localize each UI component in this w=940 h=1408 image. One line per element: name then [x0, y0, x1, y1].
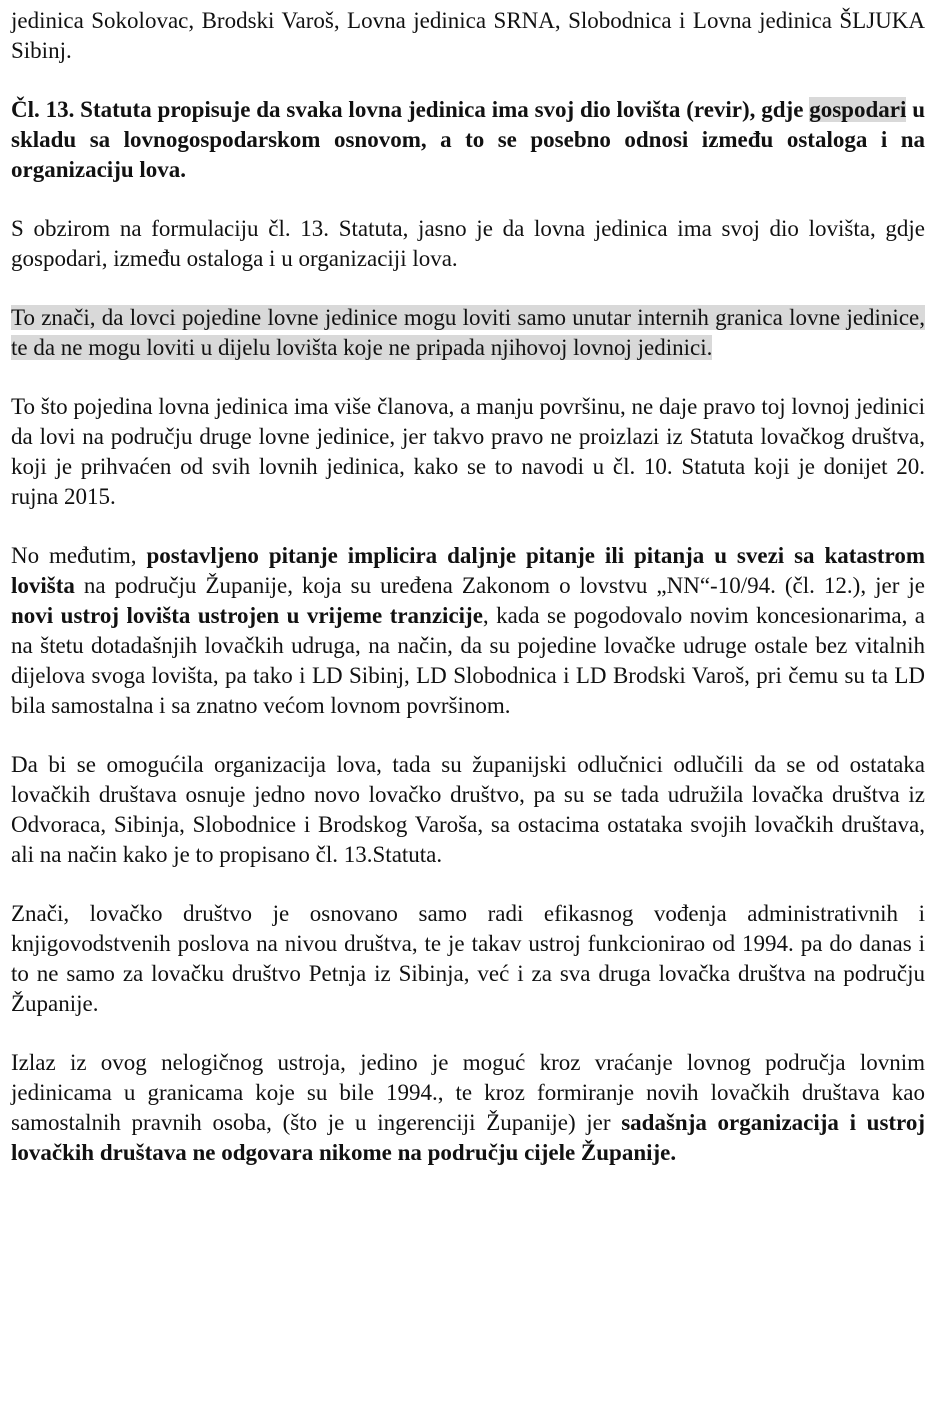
bold-text-segment: Čl. 13. Statuta propisuje da svaka lovna jedinica ima svoj dio lovišta (revir), gdje	[11, 97, 810, 122]
paragraph-0	[11, 6, 925, 66]
text-segment: na području Županije, koja su uređena Zakonom o lovstvu „NN“-10/94. (čl. 12.), jer je	[74, 573, 925, 598]
paragraph-8	[11, 1048, 925, 1168]
paragraph-1	[11, 95, 925, 185]
text-segment: No međutim,	[11, 543, 147, 568]
paragraph-5	[11, 541, 925, 721]
text-segment: jedinica Sokolovac, Brodski Varoš, Lovna jedinica SRNA, Slobodnica i Lovna jedinica ŠLJUKA Sibinj.	[11, 8, 925, 63]
text-segment: To što pojedina lovna jedinica ima više članova, a manju površinu, ne daje pravo toj lovnoj jedinici da lovi na području druge lovne jedinice, jer takvo pravo ne proizlazi iz Statuta lovačkog društva, koji je prihvaćen od svih lovnih jedinica, kako se to navodi u čl. 10. Statuta koji je donijet 20. rujna 2015.	[11, 394, 925, 509]
text-segment: S obzirom na formulaciju čl. 13. Statuta, jasno je da lovna jedinica ima svoj dio lovišta, gdje gospodari, između ostaloga i u organizaciji lova.	[11, 216, 925, 271]
highlighted-text-segment: gospodari	[809, 97, 907, 122]
text-segment: Znači, lovačko društvo je osnovano samo radi efikasnog vođenja administrativnih i knjigovodstvenih poslova na nivou društva, te je takav ustroj funkcionirao od 1994. pa do danas i to ne samo za lovačku društvo Petnja iz Sibinja, već i za sva druga lovačka društva na području Županije.	[11, 901, 925, 1016]
text-segment: , kada se pogodovalo novim koncesionarima, a na štetu dotadašnjih lovačkih udruga, na način, da su pojedine lovačke udruge ostale bez vitalnih dijelova svoga lovišta, pa tako i LD Sibinj, LD Slobodnica i LD Brodski Varoš, pri čemu su ta LD bila samostalna i sa znatno većom lovnom površinom.	[11, 603, 925, 718]
paragraph-4	[11, 392, 925, 512]
bold-text-segment: novi ustroj lovišta ustrojen u vrijeme tranzicije	[11, 603, 483, 628]
paragraph-3	[11, 303, 925, 363]
highlighted-text-segment: To znači, da lovci pojedine lovne jedinice mogu loviti samo unutar internih granica lovne jedinice, te da ne mogu loviti u dijelu lovišta koje ne pripada njihovoj lovnoj jedinici.	[11, 305, 925, 360]
paragraph-2	[11, 214, 925, 274]
document-page	[11, 6, 925, 1197]
paragraph-7	[11, 899, 925, 1019]
bold-text-segment: u skladu sa lovnogospodarskom osnovom, a to se posebno odnosi između ostaloga i na organizaciju lova.	[11, 97, 925, 182]
text-segment: Da bi se omogućila organizacija lova, tada su županijski odlučnici odlučili da se od ostataka lovačkih društava osnuje jedno novo lovačko društvo, pa su se tada udružila lovačka društva iz Odvoraca, Sibinja, Slobodnice i Brodskog Varoša, sa ostacima ostataka svojih lovačkih društava, ali na način kako je to propisano čl. 13.Statuta.	[11, 752, 925, 867]
text-segment: Izlaz iz ovog nelogičnog ustroja, jedino je moguć kroz vraćanje lovnog područja lovnim jedinicama u granicama koje su bile 1994., te kroz formiranje novih lovačkih društava kao samostalnih pravnih osoba, (što je u ingerenciji Županije) jer	[11, 1050, 925, 1135]
bold-text-segment: sadašnja organizacija i ustroj lovačkih društava ne odgovara nikome na području cijele Županije.	[11, 1110, 926, 1165]
paragraph-6	[11, 750, 925, 870]
bold-text-segment: postavljeno pitanje implicira daljnje pitanje ili pitanja u svezi sa katastrom lovišta	[11, 543, 925, 598]
